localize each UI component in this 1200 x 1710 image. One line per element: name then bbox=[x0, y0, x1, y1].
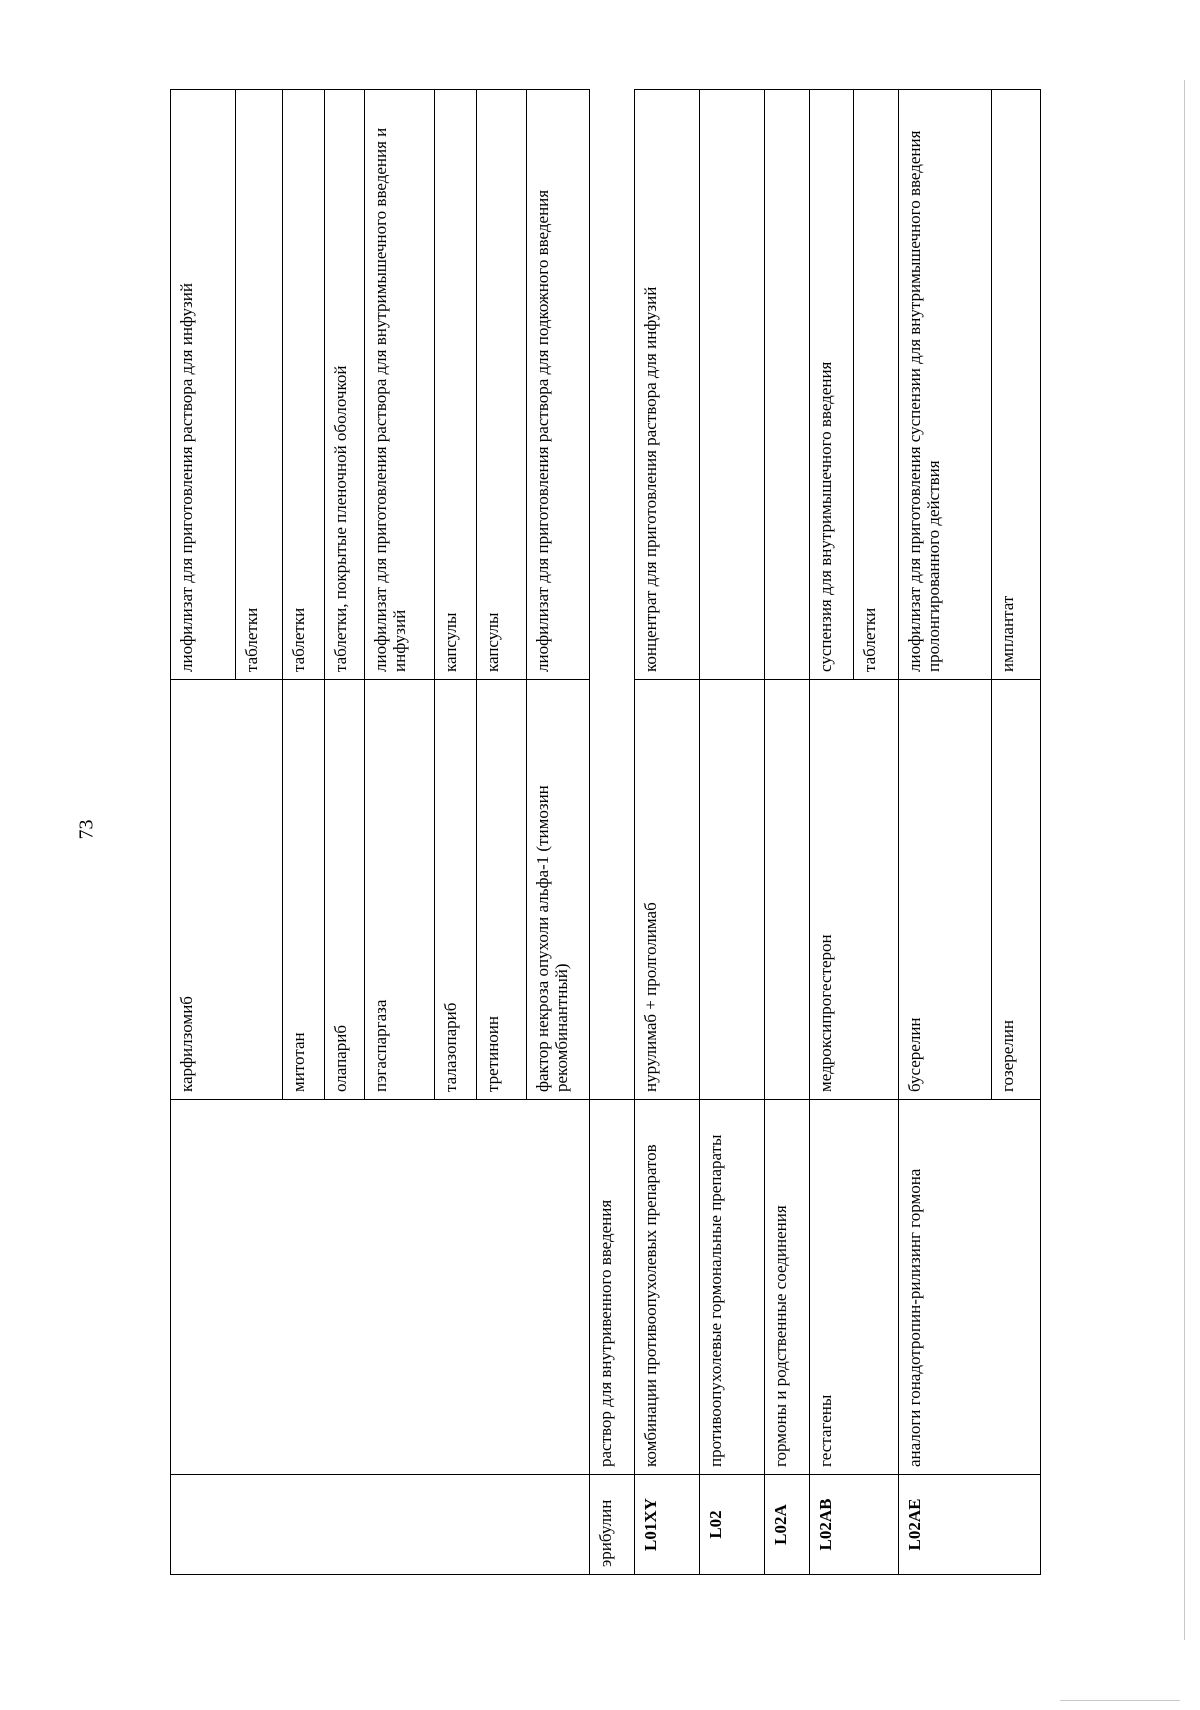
drug-name-cell: бусерелин bbox=[899, 680, 992, 1100]
table-row bbox=[765, 90, 810, 1575]
scan-edge-line bbox=[1060, 1700, 1180, 1701]
drug-name-cell: гозерелин bbox=[992, 680, 1041, 1100]
group-cell: комбинации противоопухолевых препаратов bbox=[635, 1100, 700, 1475]
dosage-form-cell: таблетки bbox=[236, 90, 283, 680]
dosage-form-cell: лиофилизат для приготовления раствора для внутримышечного введения и инфузий bbox=[365, 90, 435, 680]
dosage-form-cell: таблетки bbox=[854, 90, 899, 680]
dosage-form-cell: лиофилизат для приготовления раствора для подкожного введения bbox=[527, 90, 590, 680]
drug-name-cell: митотан bbox=[283, 680, 325, 1100]
dosage-form-cell: лиофилизат для приготовления суспензии для внутримышечного введения пролонгированного действия bbox=[899, 90, 992, 680]
drug-name-cell: фактор некроза опухоли альфа-1 (тимозин рекомбинантный) bbox=[527, 680, 590, 1100]
atc-code-cell: L02AB bbox=[810, 1475, 899, 1575]
dosage-form-cell: концентрат для приготовления раствора для инфузий bbox=[635, 90, 700, 680]
dosage-form-cell: суспензия для внутримышечного введения bbox=[810, 90, 854, 680]
atc-code-cell bbox=[171, 1475, 590, 1575]
table-row bbox=[635, 90, 700, 1575]
drug-name-cell: талазопариб bbox=[435, 680, 477, 1100]
group-cell: гестагены bbox=[810, 1100, 899, 1475]
dosage-form-cell: таблетки bbox=[283, 90, 325, 680]
drug-name-cell: третиноин bbox=[477, 680, 527, 1100]
dosage-form-cell bbox=[765, 90, 810, 680]
drug-name-cell bbox=[765, 680, 810, 1100]
table-row bbox=[700, 90, 765, 1575]
drug-name-cell bbox=[700, 680, 765, 1100]
atc-code-cell: L02A bbox=[765, 1475, 810, 1575]
dosage-form-cell: имплантат bbox=[992, 90, 1041, 680]
page-number: 73 bbox=[75, 819, 98, 840]
dosage-form-cell: таблетки, покрытые пленочной оболочкой bbox=[325, 90, 365, 680]
drug-name-cell: карфилзомиб bbox=[171, 680, 283, 1100]
drug-name-cell: пэгаспаргаза bbox=[365, 680, 435, 1100]
atc-code-cell: L01XY bbox=[635, 1475, 700, 1575]
dosage-form-cell: капсулы bbox=[435, 90, 477, 680]
group-cell: аналоги гонадотропин-рилизинг гормона bbox=[899, 1100, 1041, 1475]
drug-name-cell: нурулимаб + пролголимаб bbox=[635, 680, 700, 1100]
table-row bbox=[590, 90, 635, 1575]
drug-name-cell: эрибулин bbox=[590, 1475, 635, 1575]
atc-code-cell: L02 bbox=[700, 1475, 765, 1575]
dosage-form-cell: капсулы bbox=[477, 90, 527, 680]
group-cell: гормоны и родственные соединения bbox=[765, 1100, 810, 1475]
drug-name-cell: медроксипрогестерон bbox=[810, 680, 899, 1100]
dosage-form-cell bbox=[700, 90, 765, 680]
table-row bbox=[810, 90, 854, 1575]
drug-name-cell: олапариб bbox=[325, 680, 365, 1100]
scan-edge-line bbox=[1184, 80, 1185, 1640]
table-row bbox=[899, 90, 992, 1575]
rotated-table-container bbox=[170, 90, 1040, 1575]
group-cell: противоопухолевые гормональные препараты bbox=[700, 1100, 765, 1475]
group-cell bbox=[171, 1100, 590, 1475]
atc-code-cell: L02AE bbox=[899, 1475, 1041, 1575]
dosage-form-cell: раствор для внутривенного введения bbox=[590, 1100, 635, 1475]
dosage-form-cell: лиофилизат для приготовления раствора для инфузий bbox=[171, 90, 236, 680]
table-row bbox=[171, 90, 236, 1575]
medicines-table bbox=[170, 89, 1041, 1575]
